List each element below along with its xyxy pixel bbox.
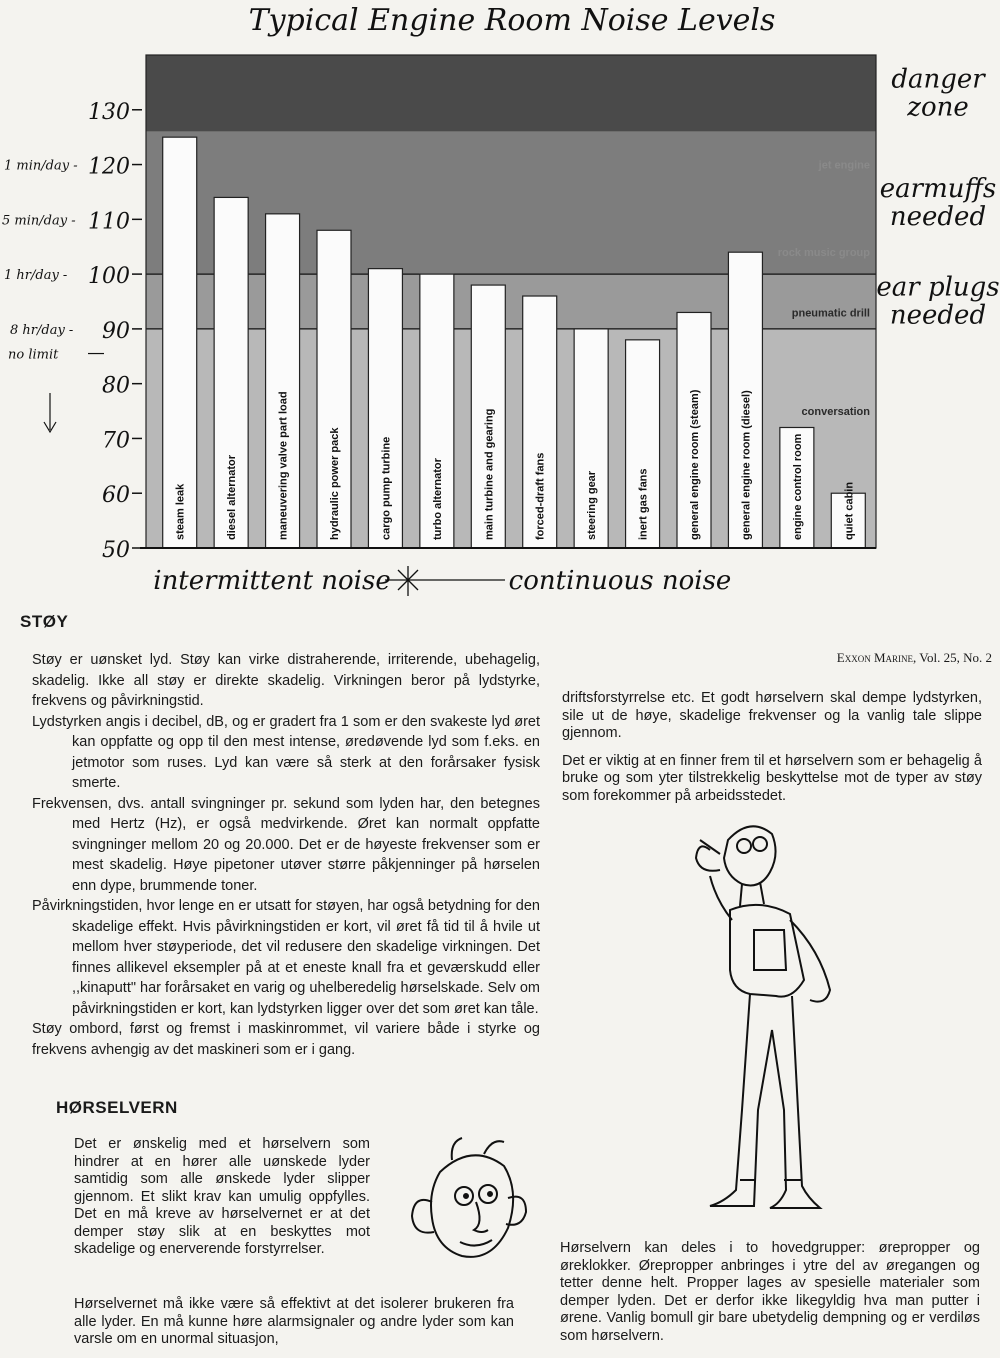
zone-bands	[146, 55, 876, 548]
heading-horselvern: HØRSELVERN	[56, 1098, 178, 1117]
paragraph-lydstyrke: Lydstyrken angis i decibel, dB, og er gradert fra 1 som er den svakeste lyd øret kan oppfatte og opp til den mest intense, øredøvende lyd som f.eks. en jetmotor som ruses. Lyd kan være så sterk at den forårsaker fysisk smerte.	[32, 713, 540, 791]
bar-label-7: forced-draft fans	[534, 452, 547, 540]
bar-label-4: cargo pump turbine	[380, 436, 393, 540]
zone-label-2: ear plugs needed	[876, 272, 1000, 331]
article-left-top	[20, 612, 540, 632]
zone-band-1	[146, 132, 876, 274]
zone-label-1: earmuffs needed	[879, 173, 997, 232]
paragraph-viktig: Det er viktig at en finner frem til et hørselvern som er behagelig å bruke og som yter tilstrekkelig beskyttelse mot de typer av støy som forekommer på arbeidsstedet.	[562, 752, 982, 804]
y-tick-60: 60	[102, 483, 130, 509]
heading-stoy: STØY	[20, 612, 69, 631]
chart-title: Typical Engine Room Noise Levels	[248, 3, 776, 38]
reference-sound-0: jet engine	[818, 159, 870, 172]
article-right	[562, 690, 982, 805]
y-tick-120: 120	[88, 154, 130, 180]
zone-band-3	[146, 329, 876, 548]
bar-label-8: steering gear	[586, 470, 599, 540]
bar-label-2: maneuvering valve part load	[277, 391, 290, 540]
exposure-label-2: 1 hr/day -	[4, 268, 68, 284]
paragraph-pavirkning: Påvirkningstiden, hvor lenge en er utsatt for støyen, har også betydning for den skadelige effekt. Hvis påvirkningstiden er kort, vil øret få tid til å hvile ut mellom hver støyperiode, det vil redusere den skadelige virkningen. Det finnes allikevel eksempler på at et eneste knall fra et geværskudd eller ,,kinaputt" har forårsaket en varig og uhelberedelig hørselskade. Selv om påvirkningstiden er kort, kan lydstyrken ligger over det som øret kan tåle.	[32, 898, 540, 1017]
exposure-label-3: 8 hr/day -	[10, 322, 74, 338]
exposure-label-4: no limit	[8, 347, 59, 363]
bar-label-11: general engine room (diesel)	[740, 390, 753, 540]
y-tick-130: 130	[88, 99, 130, 125]
zone-label-0: danger zone	[891, 64, 985, 123]
cartoon-man-illustration	[680, 810, 880, 1220]
paragraph-hovedgrupper: Hørselvern kan deles i to hovedgrupper: ørepropper og øreklokker. Ørepropper anbringes i ytre del av øregangen og tetter denne helt. Propper lages av spesielle materialer som demper lyden. Det er derfor ikke likegyldig hva man putter i ørene. Vanlig bomull gir bare ubetydelig dempning og er verdiløs som hørselvern.	[560, 1240, 980, 1344]
paragraph-drift: driftsforstyrrelse etc. Et godt hørselvern skal dempe lydstyrken, sile ut de høye, skadelige frekvenser og la vanlig tale slippe gjennom.	[562, 690, 982, 741]
article-right-bottom	[560, 1240, 980, 1345]
down-arrow-icon	[44, 393, 56, 432]
heading2-wrap	[56, 1098, 178, 1118]
horselvern-text	[74, 1136, 370, 1259]
article-left	[32, 650, 540, 1060]
bar-label-1: diesel alternator	[226, 455, 239, 540]
paragraph-onskelig: Det er ønskelig med et hørselvern som hindrer at en hører alle uønskede lyder samtidig som alle ønskede lyder slipper gjennom. Et slikt krav kan umulig oppfylles. Det en må kreve av hørselvernet er at det demper støy slik at en beskyttes mot skadelige og enerverende forstyrrelser.	[74, 1136, 370, 1257]
y-tick-110: 110	[88, 209, 130, 235]
cartoon-head-illustration	[392, 1132, 542, 1282]
divider-arrow	[385, 566, 505, 596]
footer-continuous: continuous noise	[508, 566, 732, 596]
paragraph-ombord: Støy ombord, først og fremst i maskinrommet, vil variere både i styrke og frekvens avhengig av det maskineri som er i gang.	[32, 1021, 540, 1058]
bar-label-6: main turbine and gearing	[483, 408, 496, 540]
exposure-labels	[2, 159, 104, 363]
reference-sound-3: conversation	[801, 406, 870, 419]
y-tick-100: 100	[88, 264, 130, 290]
reference-sound-1: rock music group	[777, 247, 870, 260]
exposure-label-0: 1 min/day -	[4, 158, 78, 174]
bar-label-9: inert gas fans	[637, 468, 650, 540]
paragraph-frekvens: Frekvensen, dvs. antall svingninger pr. sekund som lyden har, den betegnes med Hertz (Hz), er også medvirkende. Øret kan normalt oppfatte svingninger mellom 20 og 20.000. Det er de høyeste frekvenser som er mest skadelig. Høye pipetoner utøver større påkjenninger på hørselen enn dype, brummende toner.	[32, 795, 540, 894]
exposure-label-1: 5 min/day -	[2, 213, 76, 229]
paragraph-intro: Støy er uønsket lyd. Støy kan virke distraherende, irriterende, ubehagelig, skadelig. Ikke all støy er direkte skadelig. Virkningen beror på lydstyrke, frekvens og påvirkningstid.	[32, 652, 540, 709]
footer-intermittent: intermittent noise	[153, 566, 391, 596]
bar-label-3: hydraulic power pack	[329, 427, 341, 540]
y-tick-70: 70	[102, 428, 130, 454]
reference-sound-2: pneumatic drill	[791, 307, 870, 320]
bar-label-13: quiet cabin	[843, 481, 856, 540]
y-axis	[88, 100, 142, 563]
zone-band-0	[146, 55, 876, 132]
noise-level-chart	[0, 0, 1000, 600]
source-credit: Exxon Marine, Vol. 25, No. 2	[836, 650, 992, 665]
y-tick-80: 80	[102, 373, 130, 399]
zone-band-2	[146, 274, 876, 329]
zone-labels	[876, 64, 999, 330]
y-tick-50: 50	[102, 538, 130, 563]
bar-label-10: general engine room (steam)	[689, 389, 701, 540]
bar-label-5: turbo alternator	[431, 458, 444, 540]
y-tick-90: 90	[102, 318, 130, 344]
paragraph-effektivt: Hørselvernet må ikke være så effektivt at det isolerer brukeren fra alle lyder. En må kunne høre alarmsignaler og andre lyder som kan varsle om en unormal situasjon,	[74, 1296, 514, 1347]
bar-label-12: engine control room	[791, 433, 804, 540]
horselvern-text-2	[74, 1296, 514, 1349]
bar-label-0: steam leak	[174, 483, 187, 540]
